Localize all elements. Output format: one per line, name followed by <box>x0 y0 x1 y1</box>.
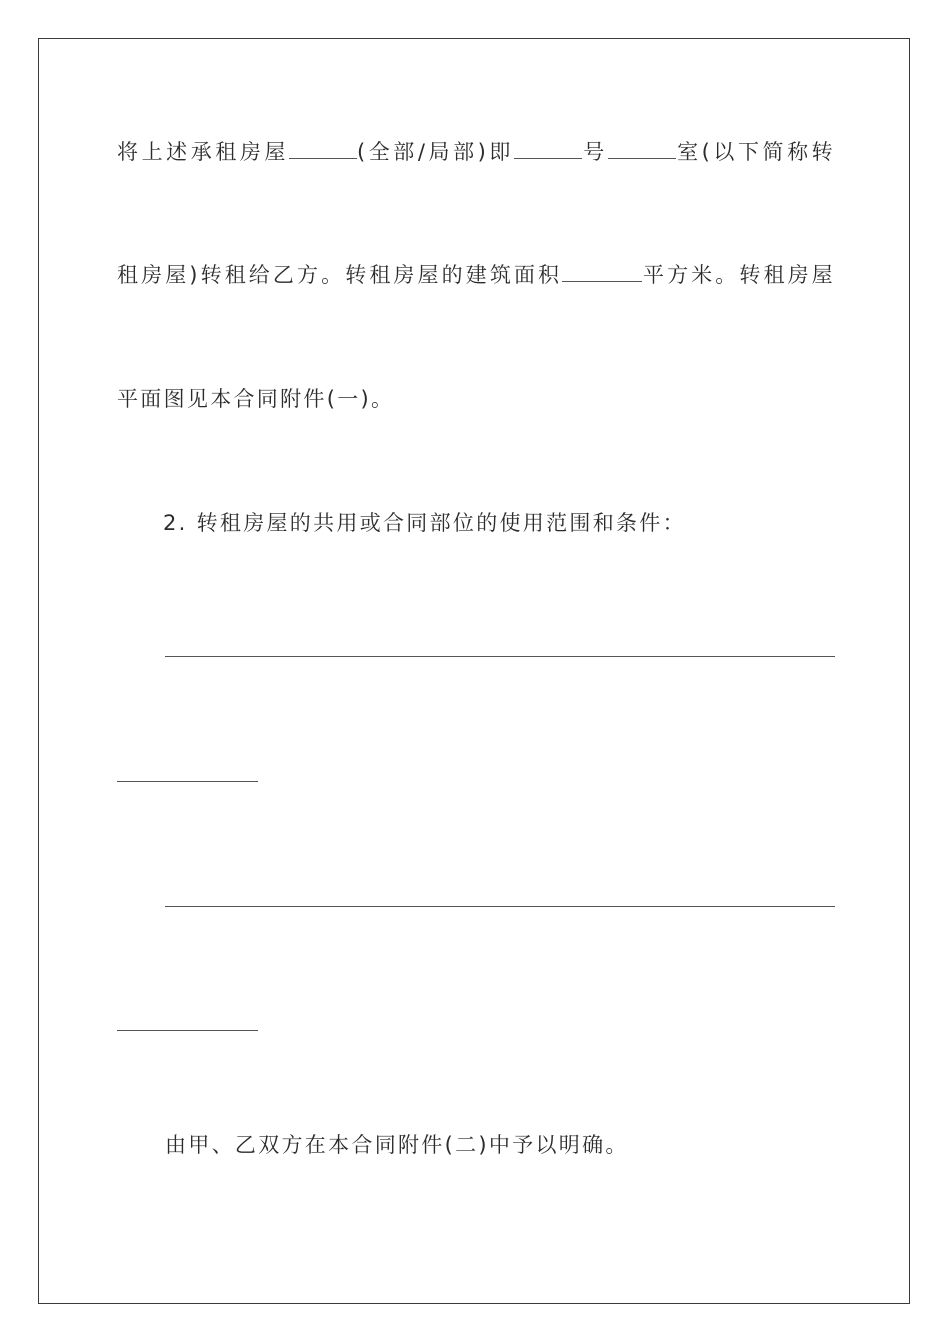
blank-line-long-1[interactable] <box>165 656 835 657</box>
text-segment: (全部/局部)即 <box>356 140 514 164</box>
text-segment: 室(以下简称转 <box>675 140 835 164</box>
blank-line-long-2[interactable] <box>165 906 835 907</box>
blank-area-field[interactable] <box>562 263 642 282</box>
blank-room-number-field[interactable] <box>608 140 676 159</box>
blank-scope-field[interactable] <box>289 140 357 159</box>
clause-2-heading: 2. 转租房屋的共用或合同部位的使用范围和条件： <box>163 511 686 535</box>
text-segment: 租房屋)转租给乙方。转租房屋的建筑面积 <box>117 263 563 287</box>
text-segment: 平方米。转租房屋 <box>642 263 835 287</box>
blank-line-short-2[interactable] <box>117 1030 258 1031</box>
text-segment: 将上述承租房屋 <box>117 140 289 164</box>
paragraph-line-2 <box>117 261 835 289</box>
paragraph-line-1 <box>117 138 835 166</box>
page-border <box>38 38 910 1304</box>
blank-building-number-field[interactable] <box>514 140 582 159</box>
blank-line-short-1[interactable] <box>117 781 258 782</box>
closing-sentence: 由甲、乙双方在本合同附件(二)中予以明确。 <box>165 1133 629 1157</box>
text-segment: 号 <box>581 140 608 164</box>
paragraph-line-3: 平面图见本合同附件(一)。 <box>117 387 395 411</box>
